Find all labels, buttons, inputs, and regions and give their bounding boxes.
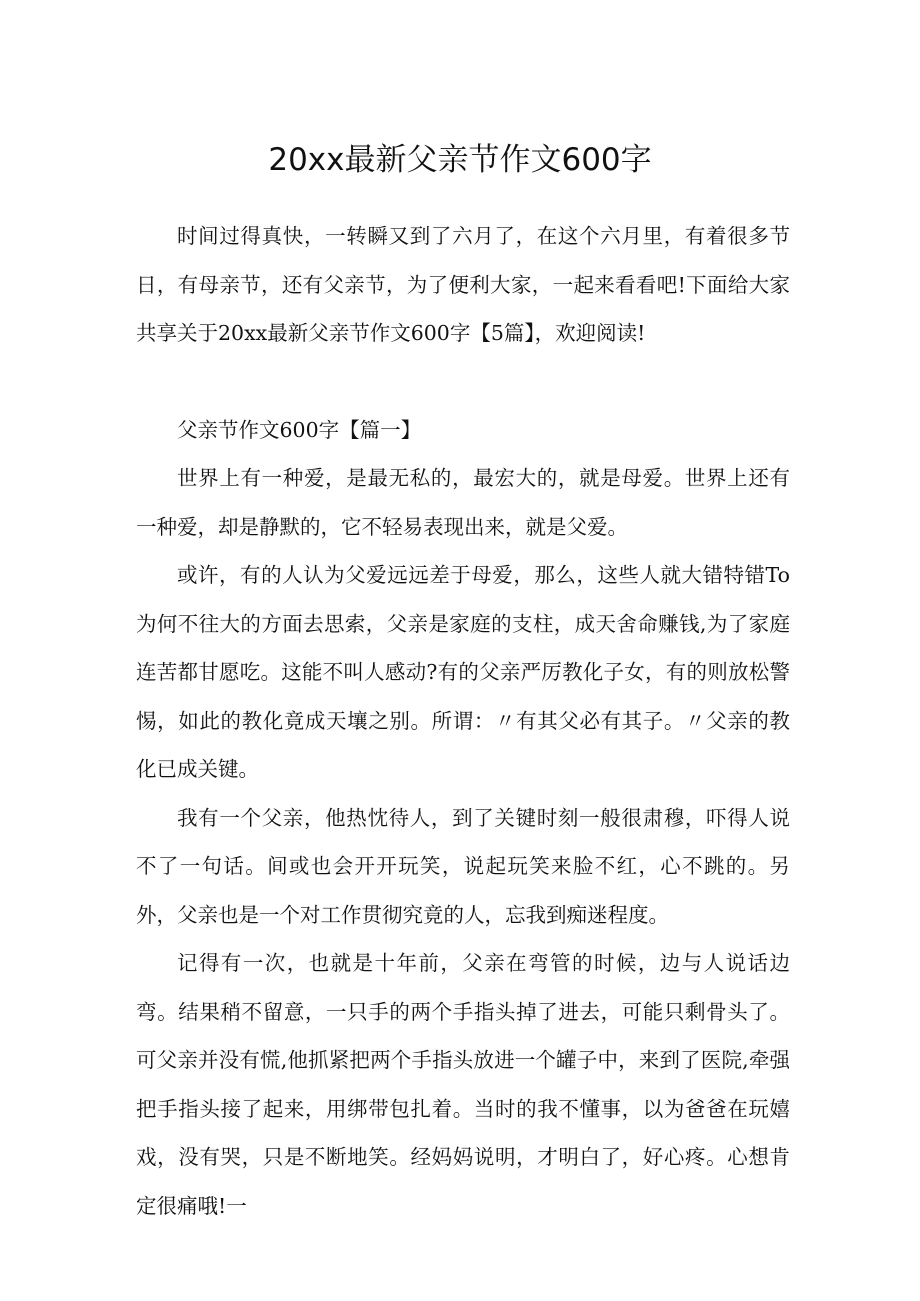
section-heading: 父亲节作文600字【篇一】 bbox=[177, 417, 422, 442]
paragraph: 世界上有一种爱，是最无私的，最宏大的，就是母爱。世界上还有一种爱，却是静默的，它不轻易表现出来，就是父爱。 bbox=[136, 466, 790, 539]
document-body bbox=[136, 212, 790, 1230]
document-title: 20xx最新父亲节作文600字 bbox=[268, 142, 652, 178]
paragraph: 记得有一次，也就是十年前，父亲在弯管的时候，边与人说话边弯。结果稍不留意，一只手的两个手指头掉了进去，可能只剩骨头了。可父亲并没有慌,他抓紧把两个手指头放进一个罐子中，来到了医院,牵强把手指头接了起来，用绑带包扎着。当时的我不懂事，以为爸爸在玩嬉戏，没有哭，只是不断地笑。经妈妈说明，才明白了，好心疼。心想肯定很痛哦!一 bbox=[136, 951, 790, 1218]
paragraph-intro: 时间过得真快，一转瞬又到了六月了，在这个六月里，有着很多节日，有母亲节，还有父亲节，为了便利大家，一起来看看吧!下面给大家共享关于20xx最新父亲节作文600字【5篇】，欢迎阅读! bbox=[136, 224, 790, 345]
paragraph: 我有一个父亲，他热忱待人，到了关键时刻一般很肃穆，吓得人说不了一句话。间或也会开开玩笑，说起玩笑来脸不红，心不跳的。另外，父亲也是一个对工作贯彻究竟的人，忘我到痴迷程度。 bbox=[136, 805, 790, 927]
paragraph: 或许，有的人认为父爱远远差于母爱，那么，这些人就大错特错To为何不往大的方面去思索，父亲是家庭的支柱，成天舍命赚钱,为了家庭连苦都甘愿吃。这能不叫人感动?有的父亲严厉教化子女，有的则放松警惕，如此的教化竟成天壤之别。所谓：〃有其父必有其子。〃父亲的教化已成关键。 bbox=[136, 563, 790, 781]
